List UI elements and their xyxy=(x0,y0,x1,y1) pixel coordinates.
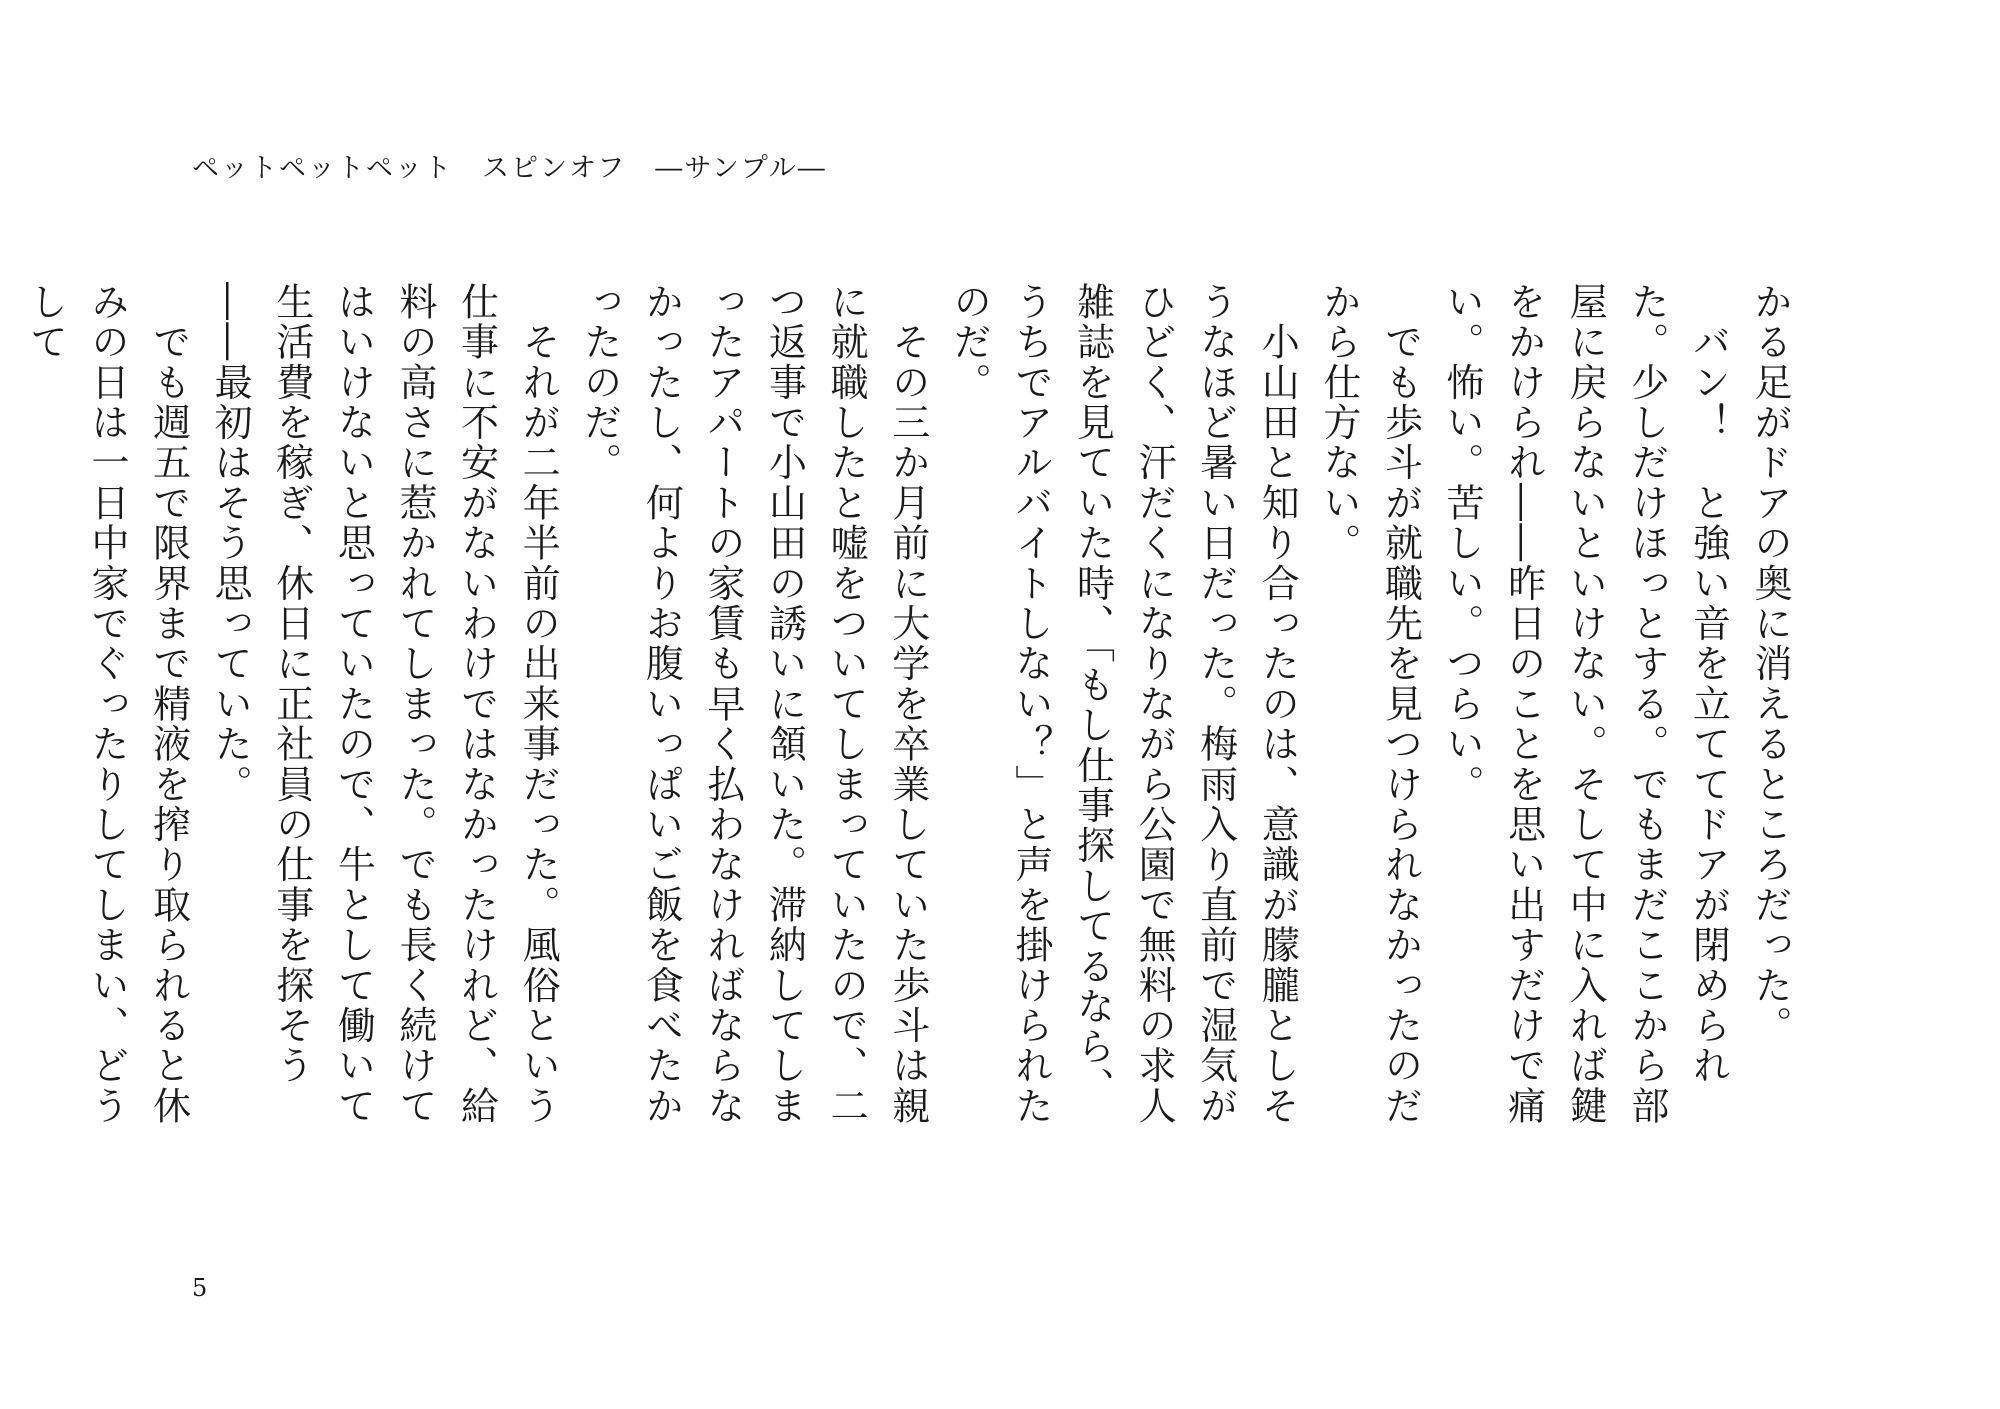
paragraph-3: でも歩斗が就職先を見つけられなかったのだから仕方ない。 xyxy=(1316,282,1423,1127)
paragraph-1: かる足がドアの奥に消えるところだった。 xyxy=(1748,282,1792,1046)
vertical-body-text xyxy=(23,282,1800,1142)
running-header: ペットペットペット スピンオフ ―サンプル― xyxy=(192,153,827,184)
paragraph-4: 小山田と知り合ったのは、意識が朦朧としそうなほど暑い日だった。梅雨入り直前で湿気がひどく、汗だくになりながら公園で無料の求人雑誌を見ていた時、「もし仕事探してるなら、うちでアルバイトしない？」と声を掛けられたのだ。 xyxy=(947,282,1300,1127)
paragraph-7: でも週五で限界まで精液を搾り取られると休みの日は一日中家でぐったりしてしまい、どうして xyxy=(23,282,191,1127)
paragraph-5: その三か月前に大学を卒業していた歩斗は親に就職したと嘘をついてしまっていたので、二つ返事で小山田の誘いに頷いた。滞納してしまったアパートの家賃も早く払わなければならなかったし、何よりお腹いっぱいご飯を食べたかったのだ。 xyxy=(577,282,930,1127)
page-number: 5 xyxy=(192,1274,208,1302)
paragraph-2: バン！ と強い音を立ててドアが閉められた。少しだけほっとする。でもまだここから部屋に戻らないといけない。そして中に入れば鍵をかけられ――昨日のことを思い出すだけで痛い。怖い。苦しい。つらい。 xyxy=(1440,282,1731,1127)
paragraph-6: それが二年半前の出来事だった。風俗という仕事に不安がないわけではなかったけれど、給料の高さに惹かれてしまった。でも長く続けてはいけないと思っていたので、牛として働いて生活費を稼ぎ、休日に正社員の仕事を探そう――最初はそう思っていた。 xyxy=(208,282,561,1127)
